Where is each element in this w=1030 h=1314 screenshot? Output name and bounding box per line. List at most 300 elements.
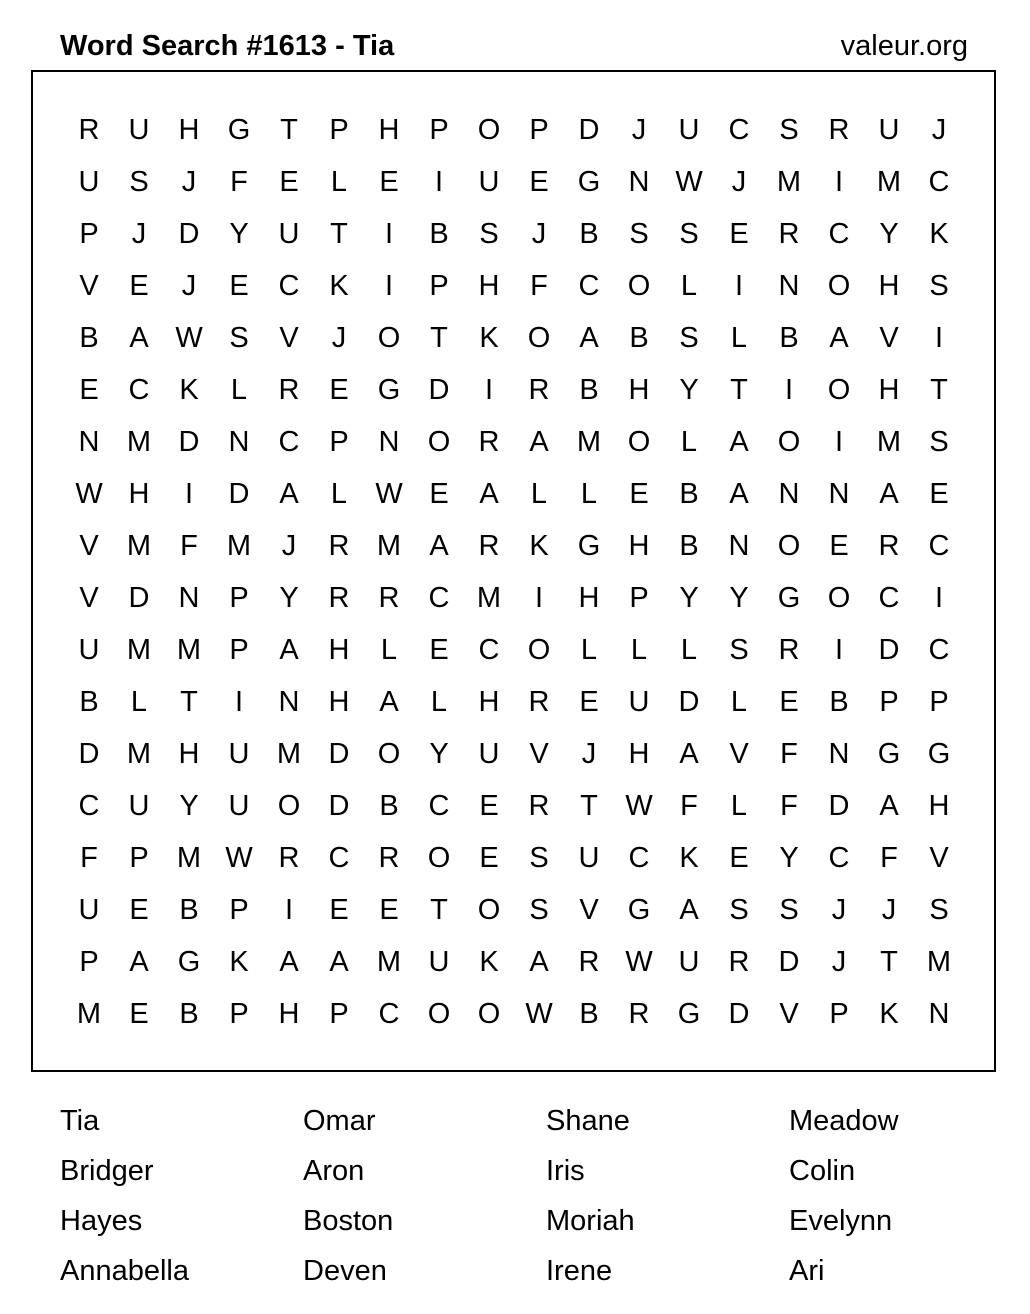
grid-letter[interactable]: M [376,530,402,562]
grid-letter[interactable]: B [79,322,99,354]
grid-letter[interactable]: P [529,114,549,146]
grid-letter[interactable]: I [734,270,744,302]
grid-letter[interactable]: O [527,322,551,354]
grid-letter[interactable]: G [777,582,801,614]
grid-letter[interactable]: D [578,114,600,146]
grid-letter[interactable]: A [329,946,349,978]
grid-letter[interactable]: M [876,426,902,458]
grid-letter[interactable]: R [328,530,350,562]
grid-letter[interactable]: R [578,946,600,978]
grid-letter[interactable]: N [778,478,800,510]
grid-letter[interactable]: D [128,582,150,614]
grid-letter[interactable]: L [630,634,648,666]
grid-letter[interactable]: T [730,374,748,406]
grid-letter[interactable]: O [277,790,301,822]
grid-letter[interactable]: G [877,738,901,770]
grid-letter[interactable]: U [878,114,900,146]
grid-letter[interactable]: S [929,426,949,458]
grid-letter[interactable]: V [79,530,99,562]
grid-letter[interactable]: E [429,478,449,510]
grid-letter[interactable]: F [880,842,898,874]
grid-letter[interactable]: B [579,998,599,1030]
grid-letter[interactable]: A [579,322,599,354]
grid-letter[interactable]: D [78,738,100,770]
grid-letter[interactable]: M [276,738,302,770]
grid-letter[interactable]: S [479,218,499,250]
grid-letter[interactable]: J [181,166,197,198]
grid-letter[interactable]: V [729,738,749,770]
grid-letter[interactable]: O [627,270,651,302]
grid-letter[interactable]: I [934,322,944,354]
grid-letter[interactable]: T [930,374,948,406]
grid-letter[interactable]: R [778,634,800,666]
grid-letter[interactable]: F [180,530,198,562]
grid-letter[interactable]: S [729,634,749,666]
grid-letter[interactable]: O [477,998,501,1030]
grid-letter[interactable]: O [427,426,451,458]
grid-letter[interactable]: R [478,530,500,562]
grid-letter[interactable]: E [129,894,149,926]
grid-letter[interactable]: K [479,946,499,978]
grid-letter[interactable]: N [778,270,800,302]
grid-letter[interactable]: R [628,998,650,1030]
grid-letter[interactable]: W [175,322,203,354]
grid-letter[interactable]: B [179,894,199,926]
grid-letter[interactable]: K [529,530,549,562]
grid-letter[interactable]: M [126,530,152,562]
grid-letter[interactable]: H [178,738,200,770]
grid-letter[interactable]: D [678,686,700,718]
grid-letter[interactable]: A [729,478,749,510]
grid-letter[interactable]: S [779,894,799,926]
grid-letter[interactable]: P [879,686,899,718]
grid-letter[interactable]: C [928,166,950,198]
grid-letter[interactable]: A [829,322,849,354]
grid-letter[interactable]: I [934,582,944,614]
grid-letter[interactable]: U [278,218,300,250]
grid-letter[interactable]: O [477,114,501,146]
grid-letter[interactable]: W [625,946,653,978]
grid-letter[interactable]: R [278,374,300,406]
grid-letter[interactable]: J [731,166,747,198]
grid-letter[interactable]: H [328,634,350,666]
grid-letter[interactable]: J [331,322,347,354]
grid-letter[interactable]: L [530,478,548,510]
grid-letter[interactable]: E [729,218,749,250]
grid-letter[interactable]: P [129,842,149,874]
grid-letter[interactable]: B [629,322,649,354]
grid-letter[interactable]: U [628,686,650,718]
grid-letter[interactable]: A [529,946,549,978]
grid-letter[interactable]: R [728,946,750,978]
grid-letter[interactable]: G [927,738,951,770]
grid-letter[interactable]: G [577,530,601,562]
grid-letter[interactable]: D [428,374,450,406]
grid-letter[interactable]: B [179,998,199,1030]
grid-letter[interactable]: N [228,426,250,458]
grid-letter[interactable]: A [729,426,749,458]
grid-letter[interactable]: G [577,166,601,198]
grid-letter[interactable]: D [328,790,350,822]
grid-letter[interactable]: H [328,686,350,718]
grid-letter[interactable]: U [478,738,500,770]
grid-letter[interactable]: P [429,114,449,146]
grid-letter[interactable]: J [881,894,897,926]
grid-letter[interactable]: R [878,530,900,562]
grid-letter[interactable]: I [834,166,844,198]
grid-letter[interactable]: H [378,114,400,146]
grid-letter[interactable]: T [280,114,298,146]
grid-letter[interactable]: E [529,166,549,198]
grid-letter[interactable]: O [527,634,551,666]
grid-letter[interactable]: P [329,114,349,146]
grid-letter[interactable]: C [928,530,950,562]
grid-letter[interactable]: K [179,374,199,406]
grid-letter[interactable]: L [580,478,598,510]
grid-letter[interactable]: V [779,998,799,1030]
grid-letter[interactable]: V [279,322,299,354]
grid-letter[interactable]: E [729,842,749,874]
grid-letter[interactable]: O [427,842,451,874]
grid-letter[interactable]: U [578,842,600,874]
grid-letter[interactable]: H [278,998,300,1030]
grid-letter[interactable]: C [428,582,450,614]
grid-letter[interactable]: B [829,686,849,718]
grid-letter[interactable]: M [126,738,152,770]
grid-letter[interactable]: P [829,998,849,1030]
grid-letter[interactable]: Y [279,582,299,614]
grid-letter[interactable]: D [228,478,250,510]
grid-letter[interactable]: Y [779,842,799,874]
grid-letter[interactable]: I [234,686,244,718]
grid-letter[interactable]: U [678,114,700,146]
grid-letter[interactable]: C [378,998,400,1030]
grid-letter[interactable]: C [278,270,300,302]
grid-letter[interactable]: D [728,998,750,1030]
grid-letter[interactable]: W [675,166,703,198]
grid-letter[interactable]: H [578,582,600,614]
grid-letter[interactable]: S [529,842,549,874]
grid-letter[interactable]: W [375,478,403,510]
grid-letter[interactable]: H [628,374,650,406]
grid-letter[interactable]: T [580,790,598,822]
grid-letter[interactable]: L [330,478,348,510]
grid-letter[interactable]: K [879,998,899,1030]
grid-letter[interactable]: N [828,738,850,770]
grid-letter[interactable]: E [129,998,149,1030]
grid-letter[interactable]: L [680,270,698,302]
grid-letter[interactable]: A [379,686,399,718]
grid-letter[interactable]: P [329,998,349,1030]
grid-letter[interactable]: S [729,894,749,926]
grid-letter[interactable]: F [780,738,798,770]
grid-letter[interactable]: N [78,426,100,458]
grid-letter[interactable]: J [831,946,847,978]
grid-letter[interactable]: R [478,426,500,458]
grid-letter[interactable]: H [478,686,500,718]
grid-letter[interactable]: R [378,582,400,614]
grid-letter[interactable]: O [627,426,651,458]
grid-letter[interactable]: U [228,738,250,770]
grid-letter[interactable]: E [479,842,499,874]
grid-letter[interactable]: A [479,478,499,510]
grid-letter[interactable]: I [784,374,794,406]
grid-letter[interactable]: K [479,322,499,354]
grid-letter[interactable]: M [926,946,952,978]
grid-letter[interactable]: E [379,894,399,926]
grid-letter[interactable]: R [528,374,550,406]
grid-letter[interactable]: S [629,218,649,250]
grid-letter[interactable]: V [79,270,99,302]
grid-letter[interactable]: I [484,374,494,406]
grid-letter[interactable]: S [929,270,949,302]
grid-letter[interactable]: Y [229,218,249,250]
grid-letter[interactable]: E [129,270,149,302]
grid-letter[interactable]: P [79,946,99,978]
grid-letter[interactable]: P [329,426,349,458]
grid-letter[interactable]: J [581,738,597,770]
grid-letter[interactable]: E [329,374,349,406]
grid-letter[interactable]: J [281,530,297,562]
grid-letter[interactable]: Y [729,582,749,614]
grid-letter[interactable]: O [777,426,801,458]
grid-letter[interactable]: T [430,322,448,354]
grid-letter[interactable]: C [78,790,100,822]
grid-letter[interactable]: U [78,634,100,666]
grid-letter[interactable]: O [377,738,401,770]
grid-letter[interactable]: A [129,322,149,354]
grid-letter[interactable]: I [384,270,394,302]
grid-letter[interactable]: L [730,686,748,718]
grid-letter[interactable]: B [679,530,699,562]
grid-letter[interactable]: D [328,738,350,770]
grid-letter[interactable]: B [579,218,599,250]
grid-letter[interactable]: U [678,946,700,978]
grid-letter[interactable]: R [328,582,350,614]
grid-letter[interactable]: V [529,738,549,770]
grid-letter[interactable]: A [679,738,699,770]
grid-letter[interactable]: O [427,998,451,1030]
grid-letter[interactable]: A [879,790,899,822]
grid-letter[interactable]: I [284,894,294,926]
grid-letter[interactable]: H [628,530,650,562]
grid-letter[interactable]: H [478,270,500,302]
grid-letter[interactable]: M [226,530,252,562]
grid-letter[interactable]: Y [679,374,699,406]
grid-letter[interactable]: H [178,114,200,146]
grid-letter[interactable]: J [531,218,547,250]
grid-letter[interactable]: C [278,426,300,458]
grid-letter[interactable]: N [278,686,300,718]
grid-letter[interactable]: S [129,166,149,198]
grid-letter[interactable]: S [229,322,249,354]
grid-letter[interactable]: D [178,426,200,458]
grid-letter[interactable]: M [76,998,102,1030]
grid-letter[interactable]: P [229,634,249,666]
grid-letter[interactable]: M [176,634,202,666]
grid-letter[interactable]: B [779,322,799,354]
grid-letter[interactable]: A [429,530,449,562]
grid-letter[interactable]: O [827,374,851,406]
grid-letter[interactable]: L [380,634,398,666]
grid-letter[interactable]: G [377,374,401,406]
grid-letter[interactable]: N [628,166,650,198]
grid-letter[interactable]: V [879,322,899,354]
grid-letter[interactable]: R [778,218,800,250]
grid-letter[interactable]: O [827,582,851,614]
grid-letter[interactable]: I [184,478,194,510]
grid-letter[interactable]: C [328,842,350,874]
grid-letter[interactable]: W [625,790,653,822]
grid-letter[interactable]: E [779,686,799,718]
grid-letter[interactable]: E [279,166,299,198]
grid-letter[interactable]: U [228,790,250,822]
grid-letter[interactable]: O [477,894,501,926]
grid-letter[interactable]: W [525,998,553,1030]
grid-letter[interactable]: E [379,166,399,198]
grid-letter[interactable]: C [828,218,850,250]
grid-letter[interactable]: L [580,634,598,666]
grid-letter[interactable]: M [176,842,202,874]
grid-letter[interactable]: L [430,686,448,718]
grid-letter[interactable]: P [429,270,449,302]
grid-letter[interactable]: P [79,218,99,250]
grid-letter[interactable]: U [128,790,150,822]
grid-letter[interactable]: C [128,374,150,406]
grid-letter[interactable]: B [679,478,699,510]
grid-letter[interactable]: K [679,842,699,874]
grid-letter[interactable]: R [278,842,300,874]
grid-letter[interactable]: K [229,946,249,978]
grid-letter[interactable]: C [428,790,450,822]
grid-letter[interactable]: E [929,478,949,510]
grid-letter[interactable]: V [579,894,599,926]
grid-letter[interactable]: B [579,374,599,406]
grid-letter[interactable]: N [378,426,400,458]
grid-letter[interactable]: C [878,582,900,614]
grid-letter[interactable]: D [778,946,800,978]
grid-letter[interactable]: K [929,218,949,250]
grid-letter[interactable]: M [776,166,802,198]
grid-letter[interactable]: L [680,426,698,458]
grid-letter[interactable]: I [834,634,844,666]
grid-letter[interactable]: L [230,374,248,406]
grid-letter[interactable]: J [131,218,147,250]
grid-letter[interactable]: S [679,218,699,250]
grid-letter[interactable]: C [828,842,850,874]
grid-letter[interactable]: R [528,686,550,718]
grid-letter[interactable]: H [878,374,900,406]
grid-letter[interactable]: I [434,166,444,198]
grid-letter[interactable]: B [379,790,399,822]
grid-letter[interactable]: F [230,166,248,198]
grid-letter[interactable]: S [779,114,799,146]
grid-letter[interactable]: F [680,790,698,822]
grid-letter[interactable]: G [677,998,701,1030]
grid-letter[interactable]: H [878,270,900,302]
grid-letter[interactable]: C [478,634,500,666]
grid-letter[interactable]: S [529,894,549,926]
grid-letter[interactable]: A [129,946,149,978]
grid-letter[interactable]: Y [879,218,899,250]
grid-letter[interactable]: L [680,634,698,666]
grid-letter[interactable]: L [130,686,148,718]
grid-letter[interactable]: Y [179,790,199,822]
grid-letter[interactable]: E [629,478,649,510]
grid-letter[interactable]: N [178,582,200,614]
grid-letter[interactable]: V [929,842,949,874]
grid-letter[interactable]: A [529,426,549,458]
grid-letter[interactable]: N [828,478,850,510]
grid-letter[interactable]: H [628,738,650,770]
grid-letter[interactable]: D [178,218,200,250]
grid-letter[interactable]: P [629,582,649,614]
grid-letter[interactable]: E [429,634,449,666]
grid-letter[interactable]: J [931,114,947,146]
grid-letter[interactable]: C [628,842,650,874]
grid-letter[interactable]: I [834,426,844,458]
grid-letter[interactable]: M [576,426,602,458]
grid-letter[interactable]: M [476,582,502,614]
grid-letter[interactable]: W [75,478,103,510]
grid-letter[interactable]: D [828,790,850,822]
grid-letter[interactable]: T [430,894,448,926]
grid-letter[interactable]: M [876,166,902,198]
grid-letter[interactable]: K [329,270,349,302]
grid-letter[interactable]: N [728,530,750,562]
grid-letter[interactable]: G [227,114,251,146]
grid-letter[interactable]: M [126,426,152,458]
grid-letter[interactable]: H [928,790,950,822]
grid-letter[interactable]: U [78,166,100,198]
grid-letter[interactable]: P [229,894,249,926]
grid-letter[interactable]: R [528,790,550,822]
grid-letter[interactable]: E [829,530,849,562]
grid-letter[interactable]: U [128,114,150,146]
grid-letter[interactable]: J [181,270,197,302]
grid-letter[interactable]: F [80,842,98,874]
grid-letter[interactable]: D [878,634,900,666]
grid-letter[interactable]: L [730,322,748,354]
grid-letter[interactable]: P [229,998,249,1030]
grid-letter[interactable]: A [279,946,299,978]
grid-letter[interactable]: U [428,946,450,978]
grid-letter[interactable]: U [78,894,100,926]
grid-letter[interactable]: G [177,946,201,978]
grid-letter[interactable]: I [534,582,544,614]
grid-letter[interactable]: J [831,894,847,926]
grid-letter[interactable]: C [928,634,950,666]
grid-letter[interactable]: E [79,374,99,406]
grid-letter[interactable]: F [530,270,548,302]
grid-letter[interactable]: E [579,686,599,718]
grid-letter[interactable]: S [929,894,949,926]
grid-letter[interactable]: M [126,634,152,666]
grid-letter[interactable]: E [229,270,249,302]
grid-letter[interactable]: L [730,790,748,822]
grid-letter[interactable]: N [928,998,950,1030]
grid-letter[interactable]: G [627,894,651,926]
grid-letter[interactable]: B [79,686,99,718]
grid-letter[interactable]: V [79,582,99,614]
grid-letter[interactable]: F [780,790,798,822]
grid-letter[interactable]: J [631,114,647,146]
grid-letter[interactable]: R [828,114,850,146]
grid-letter[interactable]: U [478,166,500,198]
grid-letter[interactable]: Y [429,738,449,770]
grid-letter[interactable]: O [377,322,401,354]
grid-letter[interactable]: P [929,686,949,718]
